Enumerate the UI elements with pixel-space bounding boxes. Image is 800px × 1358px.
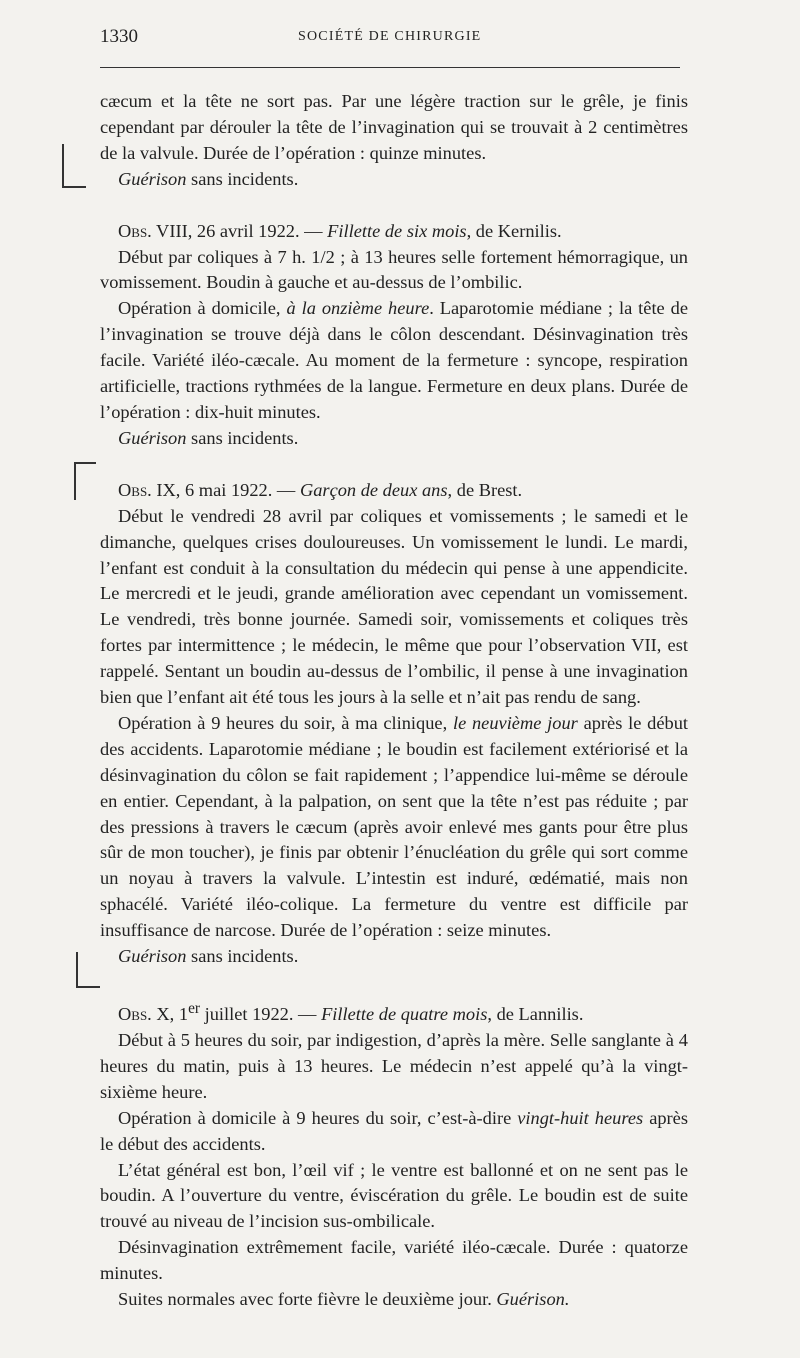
obs-10-heading: Obs. X, 1er juillet 1922. — Fillette de quatre mois, de Lannilis. — [118, 1000, 584, 1025]
running-title: SOCIÉTÉ DE CHIRURGIE — [298, 29, 482, 44]
page-body — [100, 89, 688, 1313]
obs-10-paragraph-2: Opération à domicile à 9 heures du soir, c’est-à-dire vingt-huit heures après le début des accidents. — [100, 1107, 688, 1154]
obs-9-paragraph-2: Opération à 9 heures du soir, à ma clinique, le neuvième jour après le début des accidents. Laparotomie médiane ; le boudin est facilement extériorisé et la désinvagination du côlon se fait rapidement ; l’appendice lui-même se déroule en entier. Cependant, à la palpation, on sent que la tête n’est pas réduite ; par des pressions à travers le cæcum (après avoir enlevé mes gants pour être plus sûr de mon toucher), je finis par obtenir l’énucléation du grêle qui sort comme un noyau à travers la valvule. L’intestin est induré, œdématié, mais non sphacélé. Variété iléo-colique. La fermeture du ventre est difficile par insuffisance de narcose. Durée de l’opération : seize minutes. — [100, 712, 689, 941]
header-rule — [100, 67, 680, 68]
obs-8-heading: Obs. VIII, 26 avril 1922. — Fillette de six mois, de Kernilis. — [118, 220, 562, 241]
obs-10-paragraph-1: Début à 5 heures du soir, par indigestion, d’après la mère. Selle sanglante à 4 heures du matin, puis à 13 heures. Le médecin n’est appelé qu’à la vingt-sixième heure. — [100, 1030, 688, 1102]
margin-bracket-bottom — [76, 952, 100, 988]
obs-8-paragraph-2: Opération à domicile, à la onzième heure. Laparotomie médiane ; la tête de l’invagination se trouve déjà dans le côlon descendant. Désinvagination très facile. Variété iléo-cæcale. Au moment de la fermeture : syncope, respiration artificielle, tractions rythmées de la langue. Fermeture en deux plans. Durée de l’opération : dix-huit minutes. — [100, 298, 689, 422]
obs-10-outcome: Suites normales avec forte fièvre le deuxième jour. Guérison. — [118, 1289, 570, 1310]
margin-bracket-top — [62, 144, 86, 188]
obs-10-paragraph-3: L’état général est bon, l’œil vif ; le ventre est ballonné et on ne sent pas le boudin. A l’ouverture du ventre, éviscération du grêle. Le boudin est de suite trouvé au niveau de l’incision sus-ombilicale. — [100, 1159, 688, 1232]
obs-9-heading: Obs. IX, 6 mai 1922. — Garçon de deux ans, de Brest. — [118, 479, 523, 500]
obs-8-outcome: Guérison sans incidents. — [118, 427, 299, 448]
continuation-outcome: Guérison sans incidents. — [118, 168, 299, 189]
obs-8-paragraph-1: Début par coliques à 7 h. 1/2 ; à 13 heures selle fortement hémorragique, un vomissement. Boudin à gauche et au-dessus de l’ombilic. — [100, 246, 688, 293]
page-number: 1330 — [100, 26, 138, 47]
page-header — [100, 26, 680, 54]
obs-10-paragraph-4: Désinvagination extrêmement facile, variété iléo-cæcale. Durée : quatorze minutes. — [100, 1237, 688, 1284]
margin-bracket-middle — [74, 462, 96, 500]
obs-9-outcome: Guérison sans incidents. — [118, 946, 299, 967]
obs-9-paragraph-1: Début le vendredi 28 avril par coliques et vomissements ; le samedi et le dimanche, quelques crises douloureuses. Un vomissement le lundi. Le mardi, l’enfant est conduit à la consultation du médecin qui pense à une appendicite. Le mercredi et le jeudi, grande amélioration avec cependant un vomissement. Le vendredi, très bonne journée. Samedi soir, vomissements et coliques très fortes par intermittence ; le médecin, le même que pour l’observation VII, est rappelé. Sentant un boudin au-dessus de l’ombilic, il pense à une invagination bien que l’enfant ait été tous les jours à la selle et n’ait pas rendu de sang. — [100, 505, 688, 708]
continuation-paragraph: cæcum et la tête ne sort pas. Par une légère traction sur le grêle, je finis cependant par dérouler la tête de l’invagination qui se trouvait à 2 centimètres de la valvule. Durée de l’opération : quinze minutes. — [100, 91, 688, 163]
